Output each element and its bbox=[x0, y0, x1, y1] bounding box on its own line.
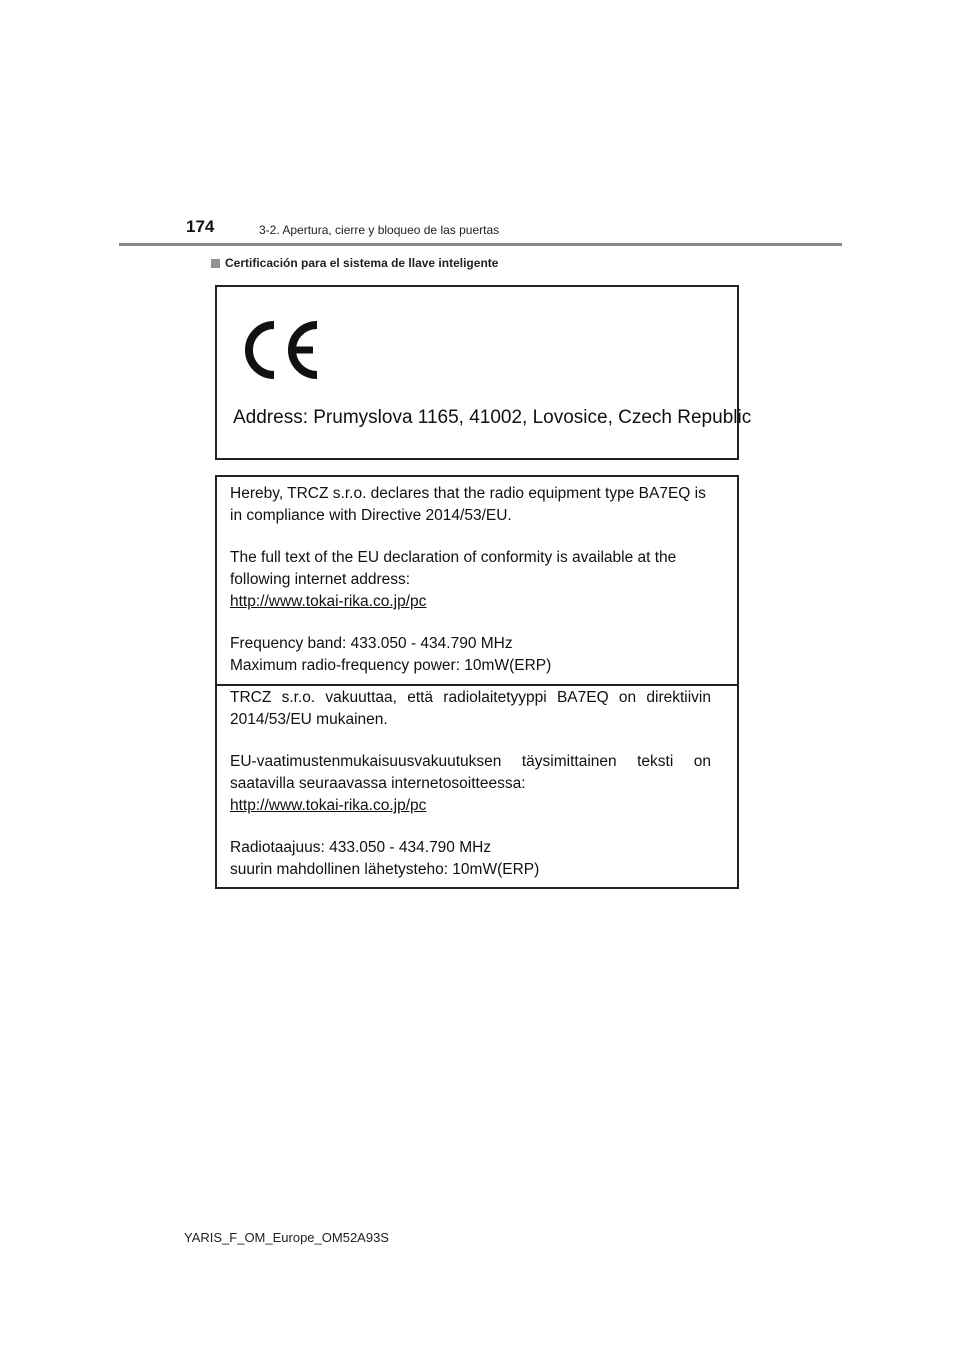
finnish-panel bbox=[217, 687, 737, 881]
header-rule bbox=[119, 243, 842, 246]
subheading bbox=[211, 256, 498, 270]
ce-certification-box bbox=[215, 285, 752, 460]
finnish-fulltext-line1: EU-vaatimustenmukaisuusvakuutuksen täysimittainen teksti on bbox=[230, 753, 711, 770]
finnish-declaration-line2: 2014/53/EU mukainen. bbox=[230, 711, 388, 728]
finnish-declaration-line1: TRCZ s.r.o. vakuuttaa, että radiolaitetyyppi BA7EQ on direktiivin bbox=[230, 689, 711, 706]
square-bullet-icon bbox=[211, 259, 220, 268]
finnish-url-link[interactable]: http://www.tokai-rika.co.jp/pc bbox=[230, 797, 427, 814]
page-number: 174 bbox=[186, 217, 215, 236]
english-fulltext-line2: following internet address: bbox=[230, 571, 411, 588]
section-title: 3-2. Apertura, cierre y bloqueo de las puertas bbox=[259, 223, 500, 237]
declaration-box bbox=[215, 475, 739, 889]
ce-mark-icon bbox=[243, 320, 323, 380]
english-panel bbox=[217, 483, 737, 677]
finnish-power: suurin mahdollinen lähetysteho: 10mW(ERP) bbox=[230, 861, 540, 878]
finnish-fulltext-line2: saatavilla seuraavassa internetosoitteessa: bbox=[230, 775, 526, 792]
english-frequency: Frequency band: 433.050 - 434.790 MHz bbox=[230, 635, 513, 652]
english-fulltext-line1: The full text of the EU declaration of conformity is available at the bbox=[230, 549, 677, 566]
english-url-link[interactable]: http://www.tokai-rika.co.jp/pc bbox=[230, 593, 427, 610]
subheading-text: Certificación para el sistema de llave inteligente bbox=[225, 256, 499, 270]
manufacturer-address: Address: Prumyslova 1165, 41002, Lovosice, Czech Republic bbox=[233, 407, 752, 428]
english-declaration: Hereby, TRCZ s.r.o. declares that the radio equipment type BA7EQ is in compliance with Directive 2014/53/EU. bbox=[230, 485, 706, 524]
english-power: Maximum radio-frequency power: 10mW(ERP) bbox=[230, 657, 552, 674]
finnish-frequency: Radiotaajuus: 433.050 - 434.790 MHz bbox=[230, 839, 492, 856]
panel-divider bbox=[217, 684, 737, 686]
document-footer: YARIS_F_OM_Europe_OM52A93S bbox=[184, 1230, 389, 1245]
